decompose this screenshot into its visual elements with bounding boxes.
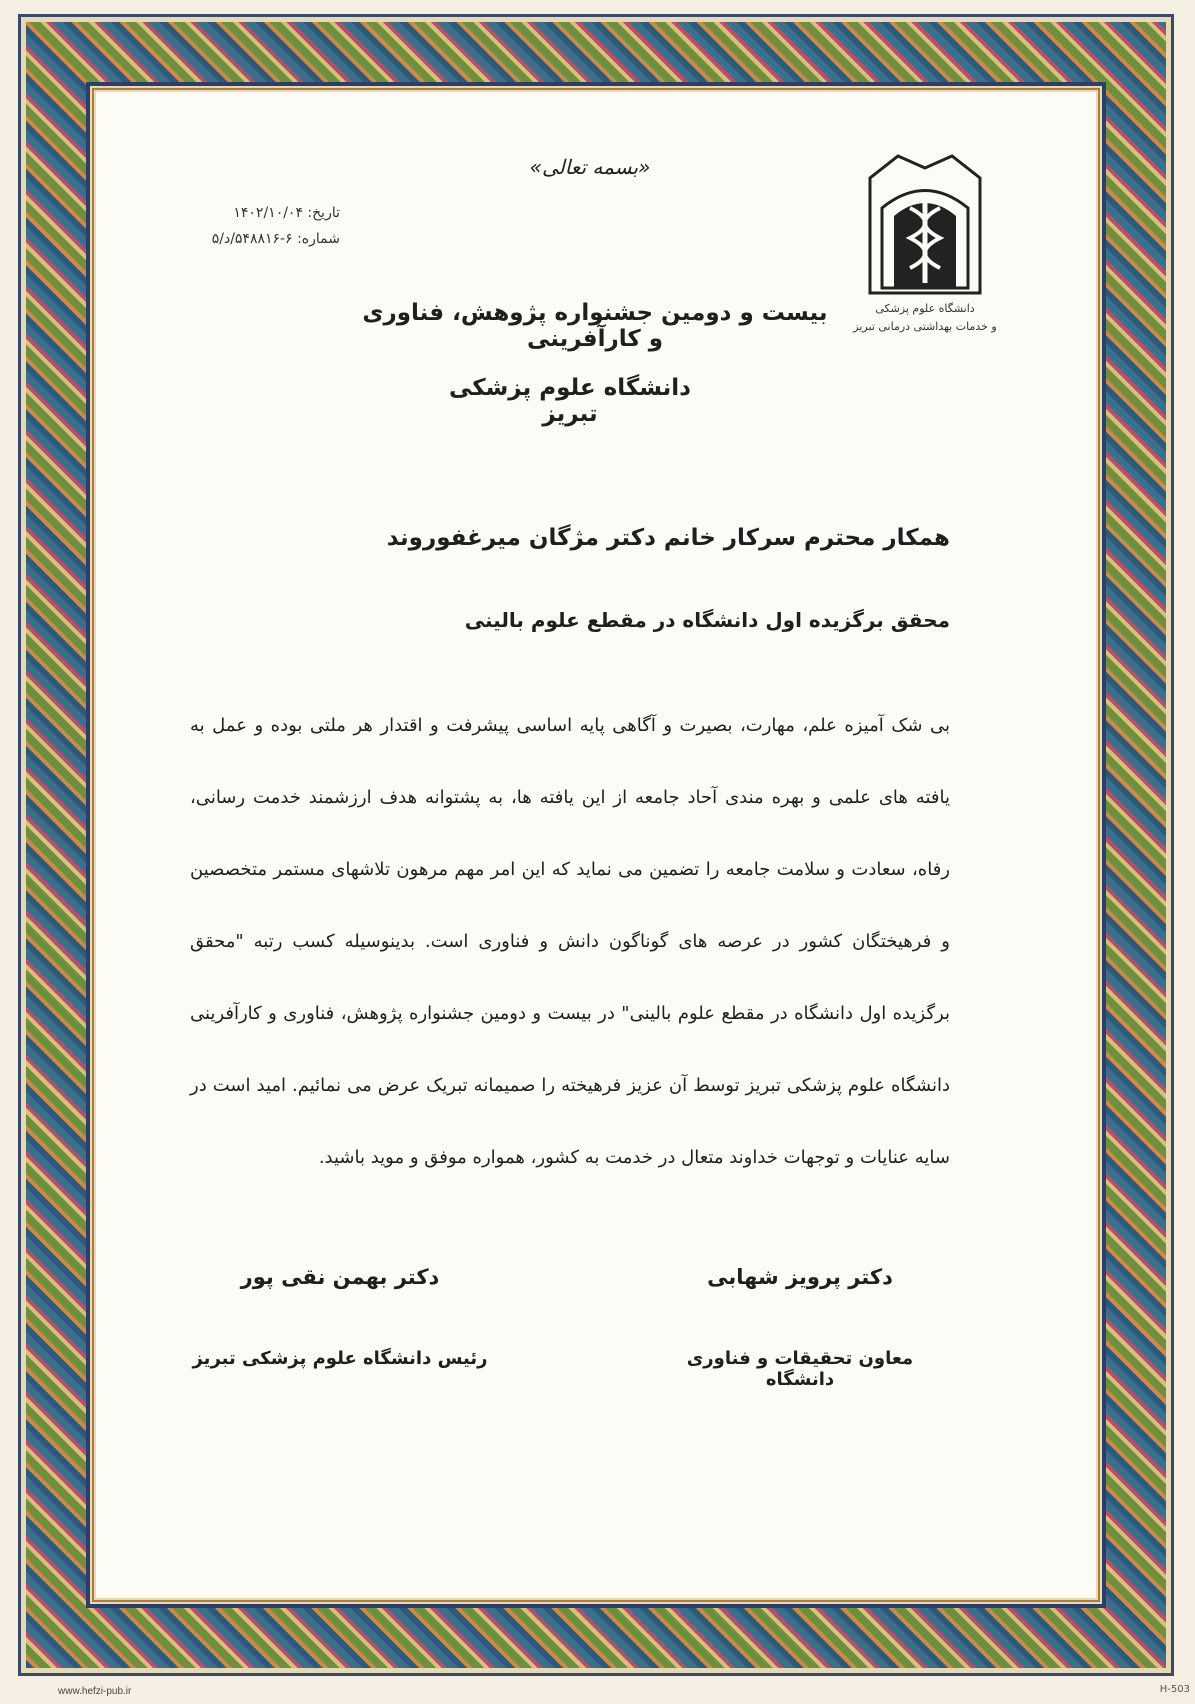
festival-title: بیست و دومین جشنواره پژوهش، فناوری و کارآفرینی — [362, 300, 828, 352]
bismillah-heading: «بسمه تعالی» — [529, 155, 651, 179]
signer-left-title: رئیس دانشگاه علوم پزشکی تبریز — [192, 1348, 488, 1369]
letter-meta — [160, 200, 340, 252]
university-logo — [860, 148, 990, 298]
number-line: شماره: ۶-۵۴۸۸۱۶/د/۵ — [211, 231, 340, 247]
addressee-line: همکار محترم سرکار خانم دکتر مژگان میرغفوروند — [386, 525, 950, 551]
footer-code: H-503 — [1159, 1684, 1190, 1695]
university-title: دانشگاه علوم پزشکی تبریز — [449, 375, 691, 427]
logo-caption-line2: و خدمات بهداشتی درمانی تبریز — [853, 320, 997, 333]
logo-caption — [840, 300, 1010, 336]
signer-right-name: دکتر پرویز شهابی — [707, 1265, 893, 1289]
signer-left-name: دکتر بهمن نقی پور — [240, 1265, 440, 1289]
footer-website: www.hefzi-pub.ir — [58, 1686, 132, 1697]
award-line: محقق برگزیده اول دانشگاه در مقطع علوم بالینی — [464, 608, 950, 632]
date-line: تاریخ: ۱۴۰۲/۱۰/۰۴ — [233, 205, 340, 221]
signer-right-title: معاون تحقیقات و فناوری دانشگاه — [686, 1348, 914, 1390]
logo-caption-line1: دانشگاه علوم پزشکی — [875, 302, 975, 315]
letter-body: بی شک آمیزه علم، مهارت، بصیرت و آگاهی پایه اساسی پیشرفت و اقتدار هر ملتی بوده و عمل به یافته های علمی و بهره مندی آحاد جامعه از این یافته ها، به پشتوانه هدف ارزشمند خدمت رسانی، رفاه، سعادت و سلامت جامعه را تضمین می نماید که این امر مهم مرهون تلاشهای مستمر متخصصین و فرهیختگان کشور در عرصه های گوناگون دانش و فناوری است. بدینوسیله کسب رتبه "محقق برگزیده اول دانشگاه در مقطع علوم بالینی" در بیست و دومین جشنواره پژوهش، فناوری و کارآفرینی دانشگاه علوم پزشکی تبریز توسط آن عزیز فرهیخته را صمیمانه تبریک عرض می نمائیم. امید است در سایه عنایات و توجهات خداوند متعال در خدمت به کشور، همواره موفق و موید باشید. — [190, 715, 950, 1168]
